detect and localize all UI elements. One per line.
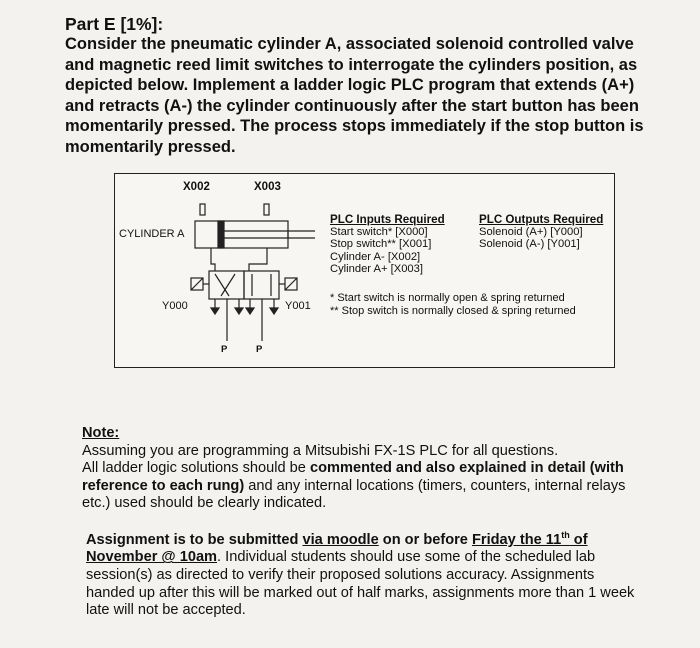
valve-left-square-icon xyxy=(209,271,244,299)
plc-outputs-table xyxy=(479,214,603,251)
input-row: Start switch* [X000] xyxy=(330,226,428,239)
deadline-suffix: th xyxy=(561,530,570,540)
input-row: Cylinder A- [X002] xyxy=(330,250,421,263)
assignment-text: Assignment is to be submitted xyxy=(86,531,303,548)
note-paragraph xyxy=(82,460,652,513)
deadline-day: Friday the 11 xyxy=(471,531,562,548)
pneumatic-diagram xyxy=(114,173,615,368)
inputs-title: PLC Inputs Required xyxy=(330,213,445,226)
plc-inputs-table xyxy=(330,214,445,275)
note-text: and any internal locations (timers, counters, internal relays etc.) used should be clearly indicated. xyxy=(82,477,626,512)
cylinder-label: CYLINDER A xyxy=(119,228,185,240)
question-text: Consider the pneumatic cylinder A, associated solenoid controlled valve and magnetic reed limit switches to interrogate the cylinders position, as depicted below. Implement a ladder logic PLC program that extends (A+) and retracts (A-) the cylinder continuously after the start button has been momentarily pressed. The process stops immediately if the stop button is momentarily pressed. xyxy=(65,35,644,156)
deadline-time: of November @ 10am xyxy=(86,531,588,566)
switch-footnotes xyxy=(330,292,610,318)
assignment-emphasis: via moodle xyxy=(302,531,379,548)
piston-icon xyxy=(218,221,224,248)
x002-label: X002 xyxy=(183,181,210,193)
y000-label: Y000 xyxy=(162,300,188,312)
outputs-title: PLC Outputs Required xyxy=(479,213,604,226)
assignment-details: . Individual students should use some of the scheduled lab session(s) as directed to verify their proposed solutions accuracy. Assignments handed up after this will be marked out of half marks, assignments more than 1 week late will not be accepted. xyxy=(86,549,635,619)
valve-right-square-icon xyxy=(244,271,279,299)
assignment-text: on or before xyxy=(378,531,472,548)
pressure-port-label: P xyxy=(256,344,263,355)
limit-switch-x003-icon xyxy=(264,204,269,215)
limit-switch-x002-icon xyxy=(200,204,205,215)
output-row: Solenoid (A+) [Y000] xyxy=(479,226,583,239)
input-row: Cylinder A+ [X003] xyxy=(330,262,423,275)
input-row: Stop switch** [X001] xyxy=(330,238,432,251)
footnote: * Start switch is normally open & spring returned xyxy=(330,292,565,304)
note-emphasis: commented and also explained in detail (with reference to each rung) xyxy=(82,460,624,494)
x003-label: X003 xyxy=(254,181,281,193)
output-row: Solenoid (A-) [Y001] xyxy=(479,238,580,251)
note-text: All ladder logic solutions should be xyxy=(82,460,310,477)
pressure-port-label: P xyxy=(221,344,228,355)
note-line: Assuming you are programming a Mitsubishi FX-1S PLC for all questions. xyxy=(82,442,559,459)
assignment-section xyxy=(86,527,646,620)
part-heading: Part E [1%]: xyxy=(65,14,164,34)
note-section xyxy=(82,425,652,513)
cylinder-body-icon xyxy=(195,221,288,248)
y001-label: Y001 xyxy=(285,300,311,312)
note-heading: Note: xyxy=(82,425,120,441)
footnote: ** Stop switch is normally closed & spring returned xyxy=(330,305,576,317)
